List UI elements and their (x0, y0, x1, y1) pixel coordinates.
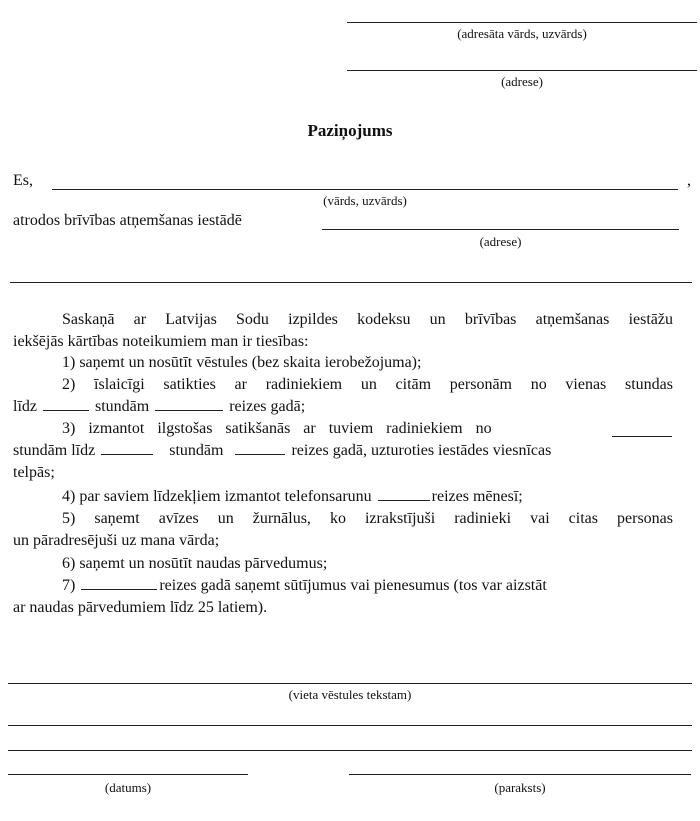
letter-line-3[interactable] (8, 750, 692, 751)
date-line[interactable] (8, 774, 248, 775)
item-2-lidz: līdz (13, 398, 37, 415)
letter-line-2[interactable] (8, 725, 692, 726)
item-3-times-blank[interactable] (235, 440, 285, 455)
institution-address-caption: (adrese) (479, 234, 522, 249)
item-7-times-blank[interactable] (81, 575, 157, 590)
item-3-stundam-lidz: stundām līdz (13, 442, 96, 459)
intro-line-2: iekšējās kārtības noteikumiem man ir tiesības: (13, 333, 309, 350)
recipient-address-caption: (adrese) (501, 74, 543, 89)
item-7-number: 7) (62, 577, 76, 594)
item-2-times-blank[interactable] (155, 396, 223, 411)
item-3-reizes: reizes gadā, uzturoties iestādes viesnīcas (291, 442, 552, 459)
item-3-intro: 3) izmantot ilgstošas satikšanās ar tuviem radiniekiem no (62, 420, 492, 437)
es-label: Es, (13, 172, 33, 189)
item-2-line-2 (13, 396, 305, 418)
item-4 (62, 486, 523, 508)
declarant-name-caption: (vārds, uzvārds) (323, 193, 407, 208)
document-title: Paziņojums (307, 121, 393, 140)
signature-caption: (paraksts) (494, 780, 546, 795)
intro-line-1: Saskaņā ar Latvijas Sodu izpildes kodeksu un brīvības atņemšanas iestāžu (62, 311, 673, 328)
declarant-name-line[interactable] (52, 189, 678, 190)
item-3-line-1 (62, 418, 492, 440)
item-7-line-1 (62, 575, 547, 597)
letter-caption: (vieta vēstules tekstam) (288, 687, 412, 702)
item-2-stundam: stundām (95, 398, 150, 415)
item-5-line-2: un pāradresējuši uz mana vārda; (13, 532, 220, 549)
recipient-name-line[interactable] (347, 22, 697, 23)
date-caption: (datums) (104, 780, 152, 795)
signature-line[interactable] (349, 774, 691, 775)
institution-address-line[interactable] (322, 229, 679, 230)
letter-line-1[interactable] (8, 683, 692, 684)
item-3-to-blank[interactable] (101, 440, 153, 455)
item-4-times-blank[interactable] (378, 486, 430, 501)
item-7-line-2: ar naudas pārvedumiem līdz 25 latiem). (13, 599, 268, 616)
item-6: 6) saņemt un nosūtīt naudas pārvedumus; (62, 555, 328, 572)
item-2-line-1: 2) īslaicīgi satikties ar radiniekiem un citām personām no vienas stundas (62, 376, 673, 393)
institution-label: atrodos brīvības atņemšanas iestādē (13, 212, 242, 229)
item-3-line-2 (13, 440, 551, 462)
item-4-reizes: reizes mēnesī; (431, 488, 523, 505)
item-3-line-3: telpās; (13, 464, 55, 481)
item-1: 1) saņemt un nosūtīt vēstules (bez skaita ierobežojuma); (62, 354, 422, 371)
item-2-reizes: reizes gadā; (229, 398, 306, 415)
item-3-stundam: stundām (169, 442, 224, 459)
item-3-from-blank[interactable] (612, 436, 672, 437)
item-4-text: 4) par saviem līdzekļiem izmantot telefonsarunu (62, 488, 372, 505)
trailing-comma: , (687, 172, 691, 189)
item-2-hours-blank[interactable] (43, 396, 89, 411)
recipient-name-caption: (adresāta vārds, uzvārds) (457, 26, 587, 41)
recipient-address-line[interactable] (347, 70, 697, 71)
item-7-text: reizes gadā saņemt sūtījumus vai pienesumus (tos var aizstāt (159, 577, 547, 594)
institution-extra-line[interactable] (10, 282, 692, 283)
item-5-line-1: 5) saņemt avīzes un žurnālus, ko izrakstījuši radinieki vai citas personas (62, 510, 673, 527)
